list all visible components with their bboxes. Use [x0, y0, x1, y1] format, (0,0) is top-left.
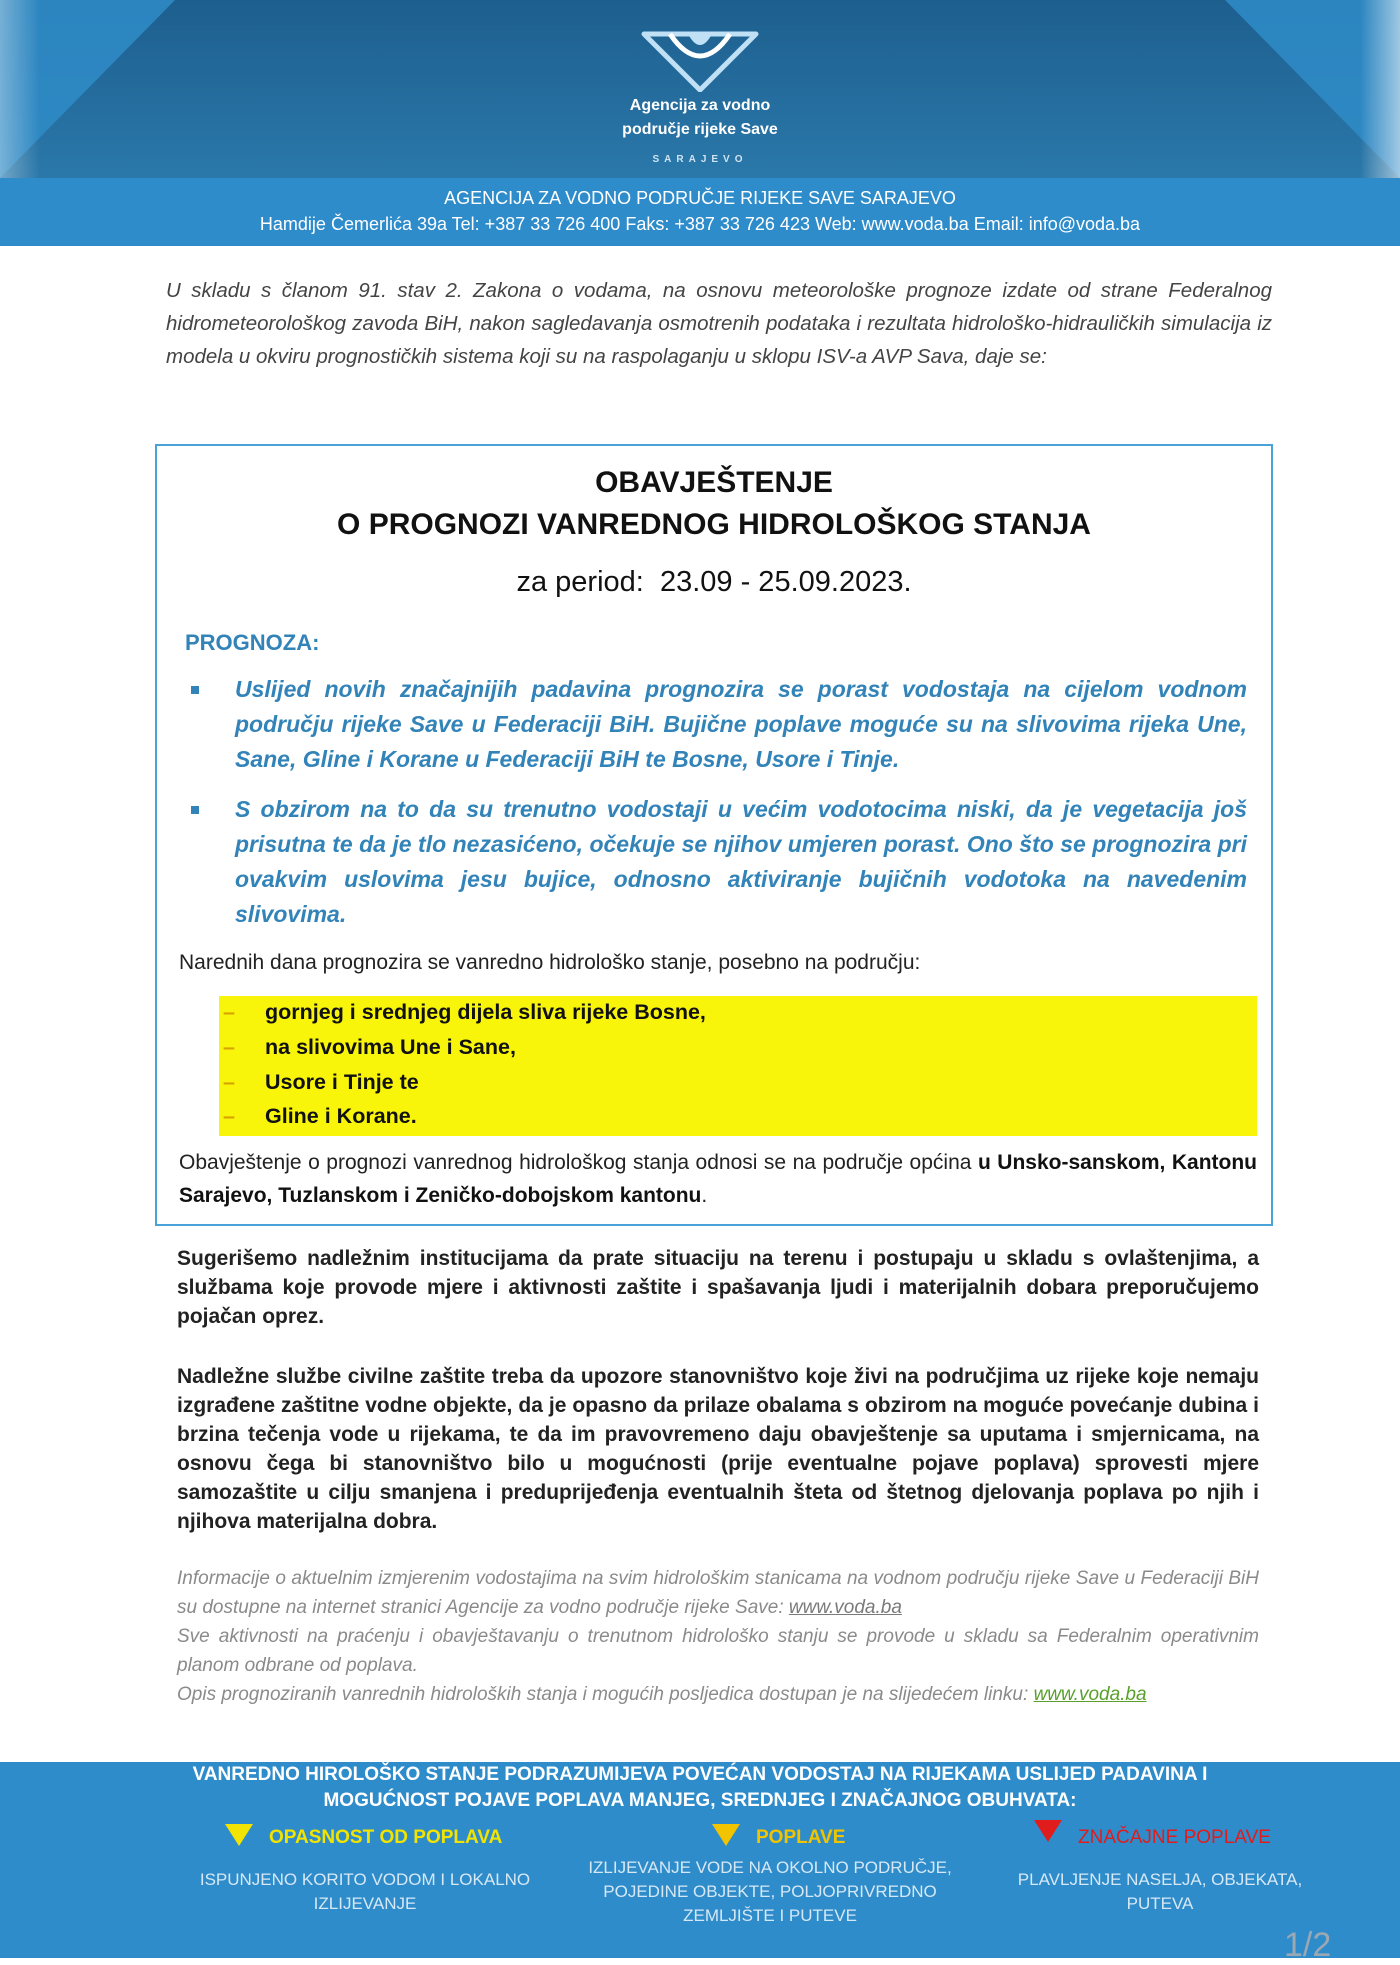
area-text: Gline i Korane. — [265, 1104, 417, 1128]
forecast-bullet-text: S obzirom na to da su trenutno vodostaji u većim vodotocima niski, da je vegetacija još prisutna te da je tlo nezasićeno, očekuje se njihov umjeren porast. Ono što se prognozira pri ovakvim uslovima jesu bujice, odnosno aktiviranje bujičnih vodotoka na navedenim slivovima. — [235, 796, 1247, 927]
next-days-text: Narednih dana prognozira se vanredno hidrološko stanje, posebno na području: — [179, 951, 921, 974]
agency-logo-icon — [640, 30, 760, 92]
bullet-square-icon — [191, 806, 199, 814]
legend-label-danger: OPASNOST OD POPLAVA — [269, 1827, 503, 1848]
description-link[interactable]: www.voda.ba — [1033, 1684, 1147, 1705]
legend-label-floods: POPLAVE — [756, 1827, 846, 1848]
legend-desc-floods: IZLIJEVANJE VODE NA OKOLNO PODRUČJE, POJEDINE OBJEKTE, POLJOPRIVREDNO ZEMLJIŠTE I PUTEVE — [588, 1858, 952, 1925]
civil-protection-paragraph: Nadležne službe civilne zaštite treba da upozore stanovništvo koje živi na područjima uz rijeke koje nemaju izgrađene zaštitne vodne objekte, da je opasno da prilaze obalama s obzirom na moguće povećanje dubina i brzina tečenja vode u rijekama, te da im pravovremeno daju obavještenje sa uputama i smjernicama, na osnovu čega bi stanovništvo bilo u mogućnosti (prije eventualne pojave poplava) sprovesti mjere samozaštite u cilju smanjena i preduprijeđenja eventualnih šteta od štetnog djelovanja poplava po njih i njihova materijalna dobra. — [177, 1365, 1259, 1533]
area-text: Usore i Tinje te — [265, 1070, 419, 1094]
dash-icon: – — [223, 1000, 235, 1024]
affected-areas-list — [219, 996, 1257, 1136]
agency-name-line2: područje rijeke Save — [622, 121, 778, 138]
legend-label-major-floods: ZNAČAJNE POPLAVE — [1078, 1827, 1271, 1848]
footer-legend — [0, 1762, 1400, 1964]
orange-warning-triangle-icon — [712, 1824, 740, 1846]
legend-desc-major-floods: PLAVLJENJE NASELJA, OBJEKATA, PUTEVA — [1017, 1870, 1303, 1913]
forecast-bullet-text: Uslijed novih značajnijih padavina prognozira se porast vodostaja na cijelom vodnom području rijeke Save u Federaciji BiH. Bujične poplave moguće su na slivovima rijeka Une, Sane, Gline i Korane u Federaciji BiH te Bosne, Usore i Tinje. — [235, 676, 1247, 772]
page-number: 1/2 — [1284, 1926, 1332, 1964]
footer-heading-line2: MOGUĆNOST POJAVE POPLAVA MANJEG, SREDNJEG I ZNAČAJNOG OBUHVATA: — [323, 1790, 1077, 1811]
area-text: na slivovima Une i Sane, — [265, 1035, 516, 1059]
contact-details: Hamdije Čemerlića 39a Tel: +387 33 726 400 Faks: +387 33 726 423 Web: www.voda.ba Email: info@voda.ba — [259, 214, 1141, 234]
area-text: gornjeg i srednjeg dijela sliva rijeke Bosne, — [265, 1000, 706, 1024]
scope-text-plain: Obavještenje o prognozi vanrednog hidrološkog stanja odnosi se na područje općina — [179, 1151, 978, 1174]
area-item — [219, 1035, 1257, 1069]
footer-heading-line1: VANREDNO HIROLOŠKO STANJE PODRAZUMIJEVA POVEĆAN VODOSTAJ NA RIJEKAMA USLIJED PADAVINA I — [192, 1764, 1208, 1785]
header-left-shine — [0, 0, 40, 178]
red-warning-triangle-icon — [1034, 1820, 1062, 1842]
contact-agency-name: AGENCIJA ZA VODNO PODRUČJE RIJEKE SAVE SARAJEVO — [444, 188, 956, 208]
info-text-1: Informacije o aktuelnim izmjerenim vodostajima na svim hidrološkim stanicama na vodnom području rijeke Save u Federaciji BiH su dostupne na internet stranici Agencije za vodno područje rijeke Save: — [177, 1568, 1259, 1618]
intro-paragraph: U skladu s članom 91. stav 2. Zakona o vodama, na osnovu meteorološke prognoze izdate od strane Federalnog hidrometeorološkog zavoda BiH, nakon sagledavanja osmotrenih podataka i rezultata hidrološko-hidrauličkih simulacija iz modela u okviru prognostičkih sistema koji su na raspolaganju u sklopu ISV-a AVP Sava, daje se: — [166, 279, 1272, 368]
scope-text-end: . — [701, 1184, 708, 1207]
agency-name-line1: Agencija za vodno — [629, 97, 771, 114]
recommendation-paragraph: Sugerišemo nadležnim institucijama da prate situaciju na terenu i postupaju u skladu s ovlaštenjima, a službama koje provode mjere i aktivnosti zaštite i spašavanja ljudi i materijalnih dobara preporučujemo pojačan oprez. — [177, 1247, 1259, 1328]
contact-bar — [0, 178, 1400, 246]
notice-box — [155, 444, 1273, 1226]
period-value: 23.09 - 25.09.2023. — [659, 566, 912, 598]
scope-text — [179, 1146, 1257, 1212]
info-text-2: Sve aktivnosti na praćenju i obavještavanju o trenutnom hidrološko stanju se provode u skladu sa Federalnim operativnim planom odbrane od poplava. — [177, 1626, 1259, 1676]
forecast-bullet — [185, 672, 1247, 777]
dash-icon: – — [223, 1070, 235, 1094]
info-text-3: Opis prognoziranih vanrednih hidroloških stanja i mogućih posljedica dostupan je na slijedećem linku: — [177, 1684, 1034, 1705]
area-item — [219, 1000, 1257, 1034]
forecast-heading: PROGNOZA: — [185, 630, 320, 655]
agency-city: SARAJEVO — [652, 154, 748, 165]
website-link[interactable]: www.voda.ba — [788, 1597, 902, 1618]
info-block — [177, 1564, 1259, 1709]
legend-desc-danger: ISPUNJENO KORITO VODOM I LOKALNO IZLIJEVANJE — [199, 1870, 531, 1913]
letterhead — [0, 0, 1400, 178]
dash-icon: – — [223, 1035, 235, 1059]
header-right-shine — [1360, 0, 1400, 178]
notice-period — [157, 566, 1271, 599]
area-item — [219, 1070, 1257, 1104]
notice-subtitle: O PROGNOZI VANREDNOG HIDROLOŠKOG STANJA — [337, 508, 1091, 541]
bullet-square-icon — [191, 686, 199, 694]
period-label: za period: — [516, 566, 644, 598]
notice-title: OBAVJEŠTENJE — [595, 466, 833, 499]
scope-text-bold: u Unsko-sanskom, Kantonu Sarajevo, Tuzlanskom i Zeničko-dobojskom kantonu — [179, 1151, 1257, 1207]
yellow-warning-triangle-icon — [225, 1824, 253, 1846]
forecast-bullet — [185, 792, 1247, 932]
dash-icon: – — [223, 1104, 235, 1128]
area-item — [219, 1104, 1257, 1138]
